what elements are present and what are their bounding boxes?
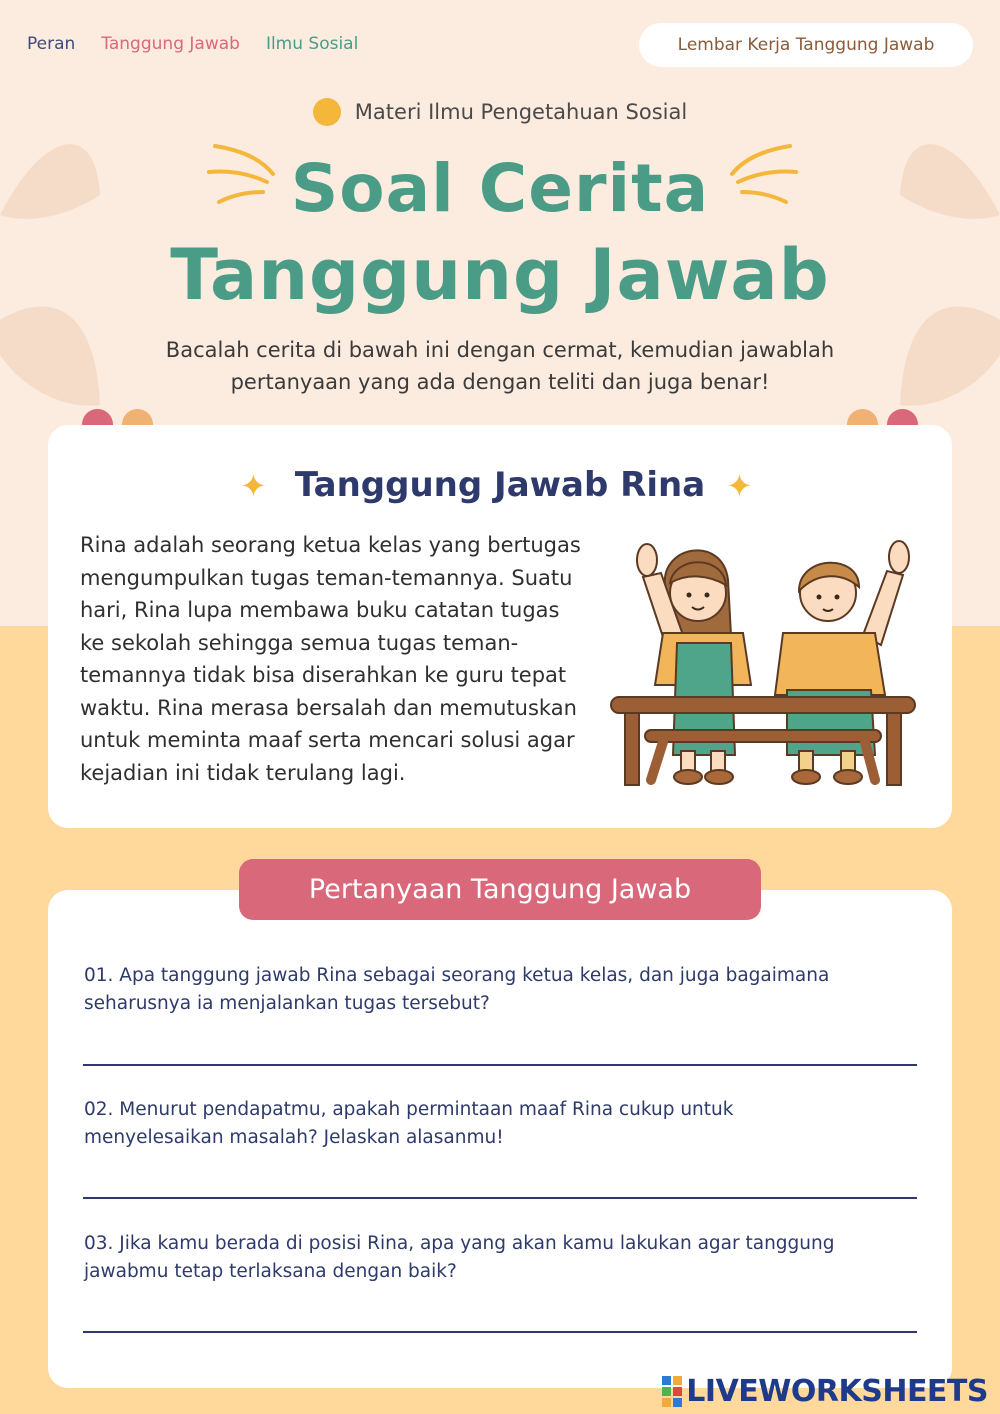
- answer-input-2[interactable]: [83, 1197, 917, 1199]
- page-title-line2: Tanggung Jawab: [170, 234, 830, 316]
- nav-item-peran[interactable]: Peran: [27, 34, 76, 54]
- students-on-bench-illustration: [603, 525, 923, 795]
- liveworksheets-logo[interactable]: [662, 1374, 988, 1409]
- question-text: 02. Menurut pendapatmu, apakah permintaan maaf Rina cukup untuk: [84, 1099, 734, 1120]
- sparkle-icon: ✦: [726, 467, 753, 505]
- yellow-dot-icon: [313, 98, 341, 126]
- story-card: [48, 425, 952, 828]
- story-line: temannya tidak bisa diserahkan ke guru tepat: [80, 663, 567, 687]
- question-text: 03. Jika kamu berada di posisi Rina, apa yang akan kamu lakukan agar tanggung: [84, 1233, 835, 1254]
- brand-name: LIVEWORKSHEETS: [686, 1374, 988, 1409]
- question-text: menyelesaikan masalah? Jelaskan alasanmu!: [84, 1127, 504, 1148]
- answer-input-1[interactable]: [83, 1064, 917, 1066]
- nav-item-ilmu-sosial[interactable]: Ilmu Sosial: [265, 34, 359, 54]
- answer-input-3[interactable]: [83, 1331, 917, 1333]
- worksheet-label-pill: Lembar Kerja Tanggung Jawab: [639, 23, 973, 67]
- story-line: untuk meminta maaf serta mencari solusi agar: [80, 728, 575, 752]
- question-text: 01. Apa tanggung jawab Rina sebagai seorang ketua kelas, dan juga bagaimana: [84, 965, 830, 986]
- instruction-line2: pertanyaan yang ada dengan teliti dan juga benar!: [230, 370, 770, 394]
- story-line: waktu. Rina merasa bersalah dan memutuskan: [80, 695, 577, 720]
- story-line: hari, Rina lupa membawa buku catatan tugas: [80, 598, 560, 622]
- nav-item-tanggung-jawab[interactable]: Tanggung Jawab: [101, 34, 240, 54]
- subject-text: Materi Ilmu Pengetahuan Sosial: [354, 100, 688, 124]
- questions-banner: Pertanyaan Tanggung Jawab: [239, 859, 761, 920]
- question-1: [84, 962, 904, 1018]
- top-nav: [27, 34, 358, 54]
- subject-line: [0, 98, 1000, 126]
- question-3: [84, 1230, 904, 1286]
- question-text: jawabmu tetap terlaksana dengan baik?: [84, 1261, 457, 1282]
- instructions: [0, 334, 1000, 398]
- question-2: [84, 1096, 904, 1152]
- liveworksheets-grid-icon: [662, 1376, 682, 1407]
- page-title-line1: Soal Cerita: [290, 150, 710, 227]
- story-text: [80, 529, 600, 789]
- question-text: seharusnya ia menjalankan tugas tersebut?: [84, 993, 490, 1014]
- instruction-line1: Bacalah cerita di bawah ini dengan cermat, kemudian jawablah: [165, 338, 835, 362]
- story-line: mengumpulkan tugas teman-temannya. Suatu: [80, 565, 573, 590]
- story-line: Rina adalah seorang ketua kelas yang bertugas: [80, 533, 581, 557]
- sparkle-icon: ✦: [240, 467, 267, 505]
- story-line: kejadian ini tidak terulang lagi.: [80, 760, 406, 785]
- story-title: Tanggung Jawab Rina: [294, 465, 706, 505]
- story-line: ke sekolah sehingga semua tugas teman-: [80, 630, 519, 655]
